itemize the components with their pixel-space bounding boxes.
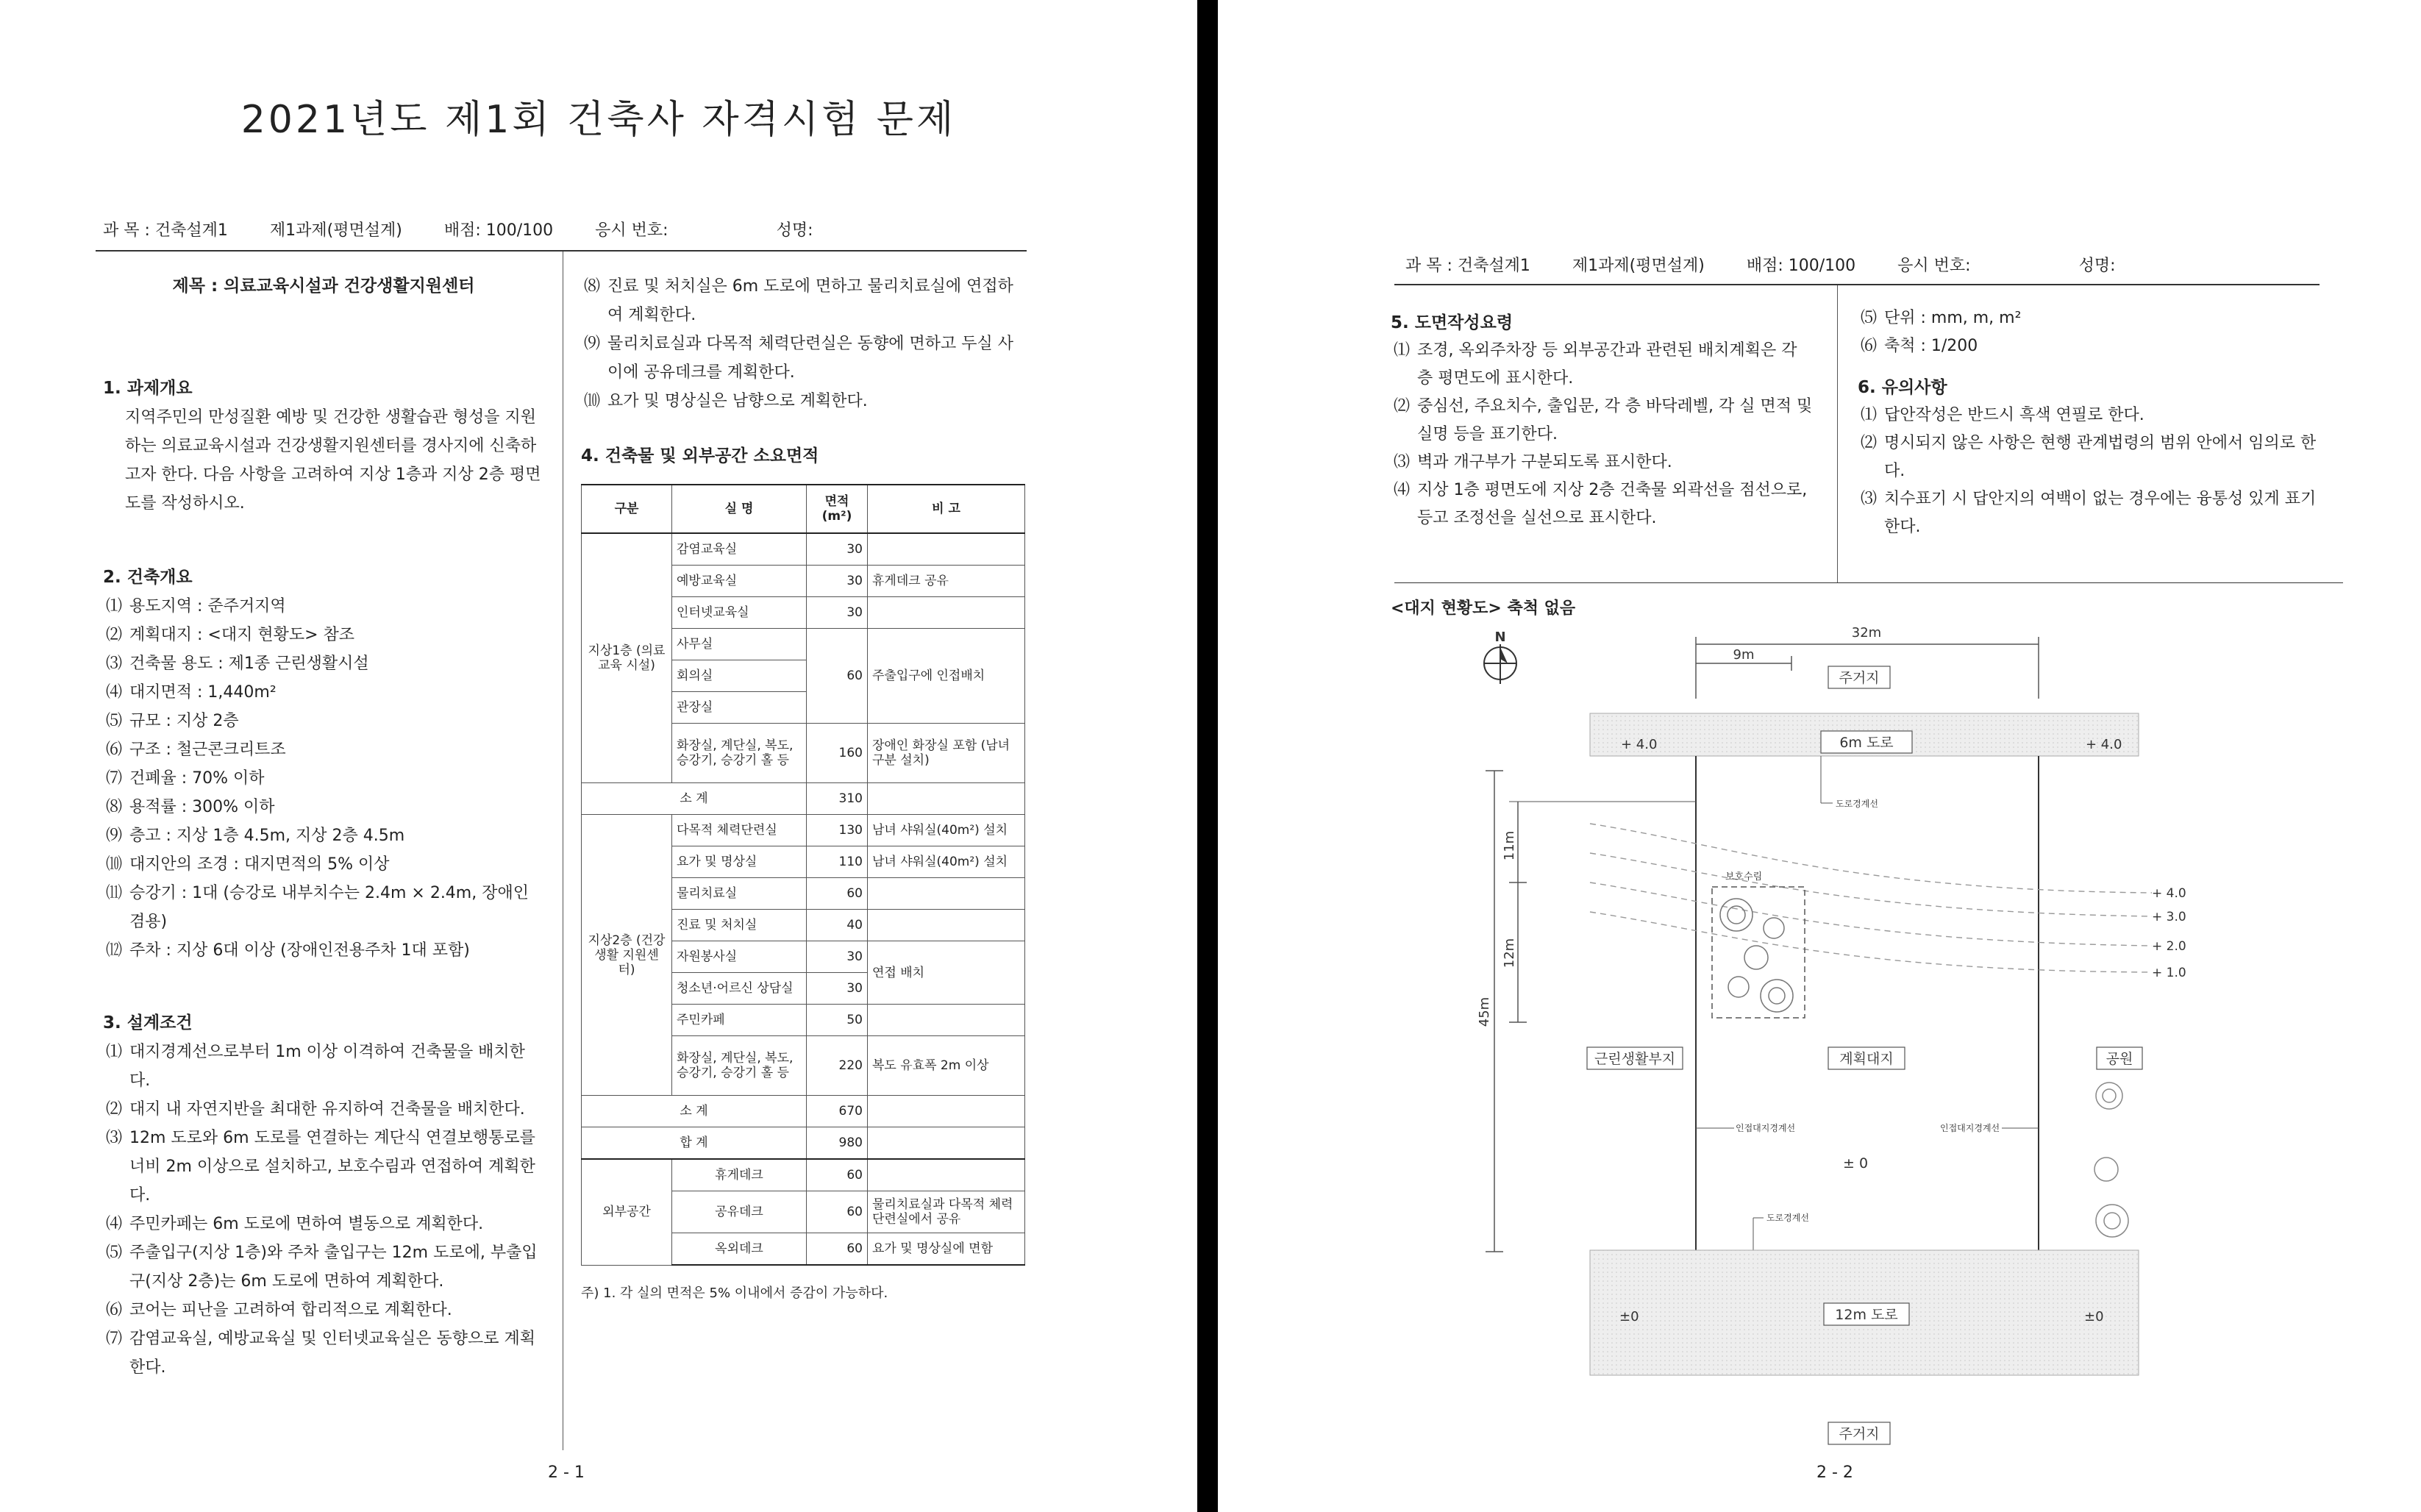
dim-32m-label: 32m (1851, 625, 1882, 641)
table-cell: 남녀 샤워실(40m²) 설치 (868, 815, 1025, 846)
table-cell: 소 계 (582, 1096, 807, 1127)
section-3-list (103, 1038, 544, 1382)
table-cell: 110 (807, 846, 868, 878)
table-header: 면적 (m²) (807, 485, 868, 533)
tree-icon (2094, 1083, 2128, 1237)
section-1-text: 지역주민의 만성질환 예방 및 건강한 생활습관 형성을 지원하는 의료교육시설과 건강생활지원센터를 경사지에 신축하고자 한다. 다음 사항을 고려하여 지상 1층과 지상 2층 평면도를 작성하시오. (125, 408, 541, 513)
table-row (582, 815, 1025, 846)
table-cell (868, 1159, 1025, 1191)
section-2-title: 2. 건축개요 (103, 568, 193, 587)
table-cell (868, 1127, 1025, 1160)
page1-right-column (581, 272, 1027, 1308)
contour-lines (1590, 824, 2152, 972)
subject-title: 제목 : 의료교육시설과 건강생활지원센터 (172, 277, 475, 296)
table-cell: 복도 유효폭 2m 이상 (868, 1036, 1025, 1096)
table-group-label: 지상2층 (건강생활 지원센터) (582, 815, 672, 1096)
section-6-title: 6. 유의사항 (1858, 378, 1947, 397)
table-cell: 물리치료실 (672, 878, 807, 910)
table-cell: 60 (807, 1191, 868, 1233)
list-item: ⑸ 주출입구(지상 1층)와 주차 출입구는 12m 도로에, 부출입구(지상 2층)는 6m 도로에 면하여 계획한다. (106, 1244, 538, 1291)
table-cell: 220 (807, 1036, 868, 1096)
exam-page-1 (0, 0, 1197, 1512)
table-cell: 요가 및 명상실 (672, 846, 807, 878)
list-item: ⑹ 코어는 피난을 고려하여 합리적으로 계획한다. (106, 1301, 452, 1319)
table-cell: 남녀 샤워실(40m²) 설치 (868, 846, 1025, 878)
table-cell: 휴게데크 공유 (868, 566, 1025, 597)
list-item: ⑷ 지상 1층 평면도에 지상 2층 건축물 외곽선을 점선으로, 등고 조정선을 실선으로 표시한다. (1394, 481, 1808, 527)
list-item: ⑻ 용적률 : 300% 이하 (106, 798, 275, 816)
site-label: 계획대지 (1839, 1051, 1894, 1067)
table-cell: 예방교육실 (672, 566, 807, 597)
tree-icon (1720, 899, 1793, 1012)
contour-4-label: + 4.0 (2152, 886, 2186, 901)
table-cell (868, 1005, 1025, 1036)
section-3-title: 3. 설계조건 (103, 1013, 193, 1033)
table-cell: 인터넷교육실 (672, 597, 807, 629)
table-cell: 옥외데크 (672, 1233, 807, 1266)
table-cell: 60 (807, 1233, 868, 1266)
list-item: ⑸ 단위 : mm, m, m² (1861, 309, 2022, 327)
list-item: ⑽ 대지안의 조경 : 대지면적의 5% 이상 (106, 855, 390, 874)
table-row (582, 533, 1025, 566)
list-item: ⑼ 층고 : 지상 1층 4.5m, 지상 2층 4.5m (106, 827, 405, 845)
list-item: ⑶ 12m 도로와 6m 도로를 연결하는 계단식 연결보행통로를 너비 2m 이상으로 설치하고, 보호수림과 연접하여 계획한다. (106, 1129, 535, 1205)
table-cell: 물리치료실과 다목적 체력단련실에서 공유 (868, 1191, 1025, 1233)
list-item: ⑶ 벽과 개구부가 구분되도록 표시한다. (1394, 453, 1672, 471)
level-right-bottom: ±0 (2084, 1309, 2104, 1324)
header-rule (96, 250, 1027, 252)
table-cell: 130 (807, 815, 868, 846)
table-cell: 휴게데크 (672, 1159, 807, 1191)
header-task: 제1과제(평면설계) (269, 221, 402, 240)
road-6m-label: 6m 도로 (1839, 735, 1894, 751)
adjacent-boundary-left-label: 인접대지경계선 (1736, 1123, 1796, 1133)
table-row (582, 1096, 1025, 1127)
area-table (581, 484, 1025, 1266)
header-task: 제1과제(평면설계) (1572, 257, 1705, 275)
page-number: 2 - 1 (548, 1463, 585, 1482)
list-item: ⑵ 중심선, 주요치수, 출입문, 각 층 바닥레벨, 각 실 면적 및 실명 등을 표기한다. (1394, 397, 1813, 443)
header-score: 배점: 100/100 (443, 221, 554, 240)
table-cell: 60 (807, 1159, 868, 1191)
table-note: 주) 1. 각 실의 면적은 5% 이내에서 증감이 가능하다. (581, 1285, 888, 1301)
table-cell: 소 계 (582, 783, 807, 815)
table-header: 비 고 (868, 485, 1025, 533)
table-row (582, 1159, 1025, 1191)
table-cell: 관장실 (672, 692, 807, 724)
table-cell: 30 (807, 941, 868, 973)
table-cell: 합 계 (582, 1127, 807, 1160)
neighborhood-label: 근린생활부지 (1594, 1051, 1676, 1067)
list-item: ⑷ 주민카페는 6m 도로에 면하여 별동으로 계획한다. (106, 1215, 484, 1233)
table-group-label: 지상1층 (의료교육 시설) (582, 533, 672, 783)
table-cell: 청소년·어르신 상담실 (672, 973, 807, 1005)
road-boundary-bottom-label: 도로경계선 (1766, 1213, 1809, 1223)
table-cell: 요가 및 명상실에 면함 (868, 1233, 1025, 1266)
list-item: ⑶ 치수표기 시 답안지의 여백이 없는 경우에는 융통성 있게 표기한다. (1861, 490, 2317, 536)
page-number: 2 - 2 (1816, 1463, 1853, 1482)
table-cell: 30 (807, 533, 868, 566)
road-12m-label: 12m 도로 (1835, 1307, 1898, 1323)
header-exam-no: 응시 번호: (595, 221, 668, 240)
dim-11m-label: 11m (1502, 830, 1517, 861)
table-cell: 감염교육실 (672, 533, 807, 566)
dim-9m-label: 9m (1733, 647, 1755, 663)
north-label: N (1494, 630, 1506, 645)
list-item: ⑶ 건축물 용도 : 제1종 근린생활시설 (106, 655, 369, 673)
header-subject: 과 목 : 건축설계1 (103, 221, 228, 240)
table-cell: 60 (807, 878, 868, 910)
road-boundary-label: 도로경계선 (1836, 799, 1878, 809)
list-item: ⑹ 구조 : 철근콘크리트조 (106, 741, 286, 759)
table-cell: 160 (807, 724, 868, 783)
contour-2-label: + 2.0 (2152, 939, 2186, 954)
section-2-list (103, 592, 544, 965)
header-name: 성명: (2078, 257, 2116, 275)
level-left-bottom: ±0 (1619, 1309, 1639, 1324)
table-row (582, 1127, 1025, 1160)
header-score: 배점: 100/100 (1746, 257, 1856, 275)
site-plan-map (1218, 0, 2421, 1512)
table-cell (868, 533, 1025, 566)
residential-top-label: 주거지 (1839, 670, 1880, 686)
table-header-row (582, 485, 1025, 533)
list-item: ⑿ 주차 : 지상 6대 이상 (장애인전용주차 1대 포함) (106, 941, 470, 960)
map-title: <대지 현황도> 축척 없음 (1391, 599, 1576, 618)
table-cell: 장애인 화장실 포함 (남녀 구분 설치) (868, 724, 1025, 783)
table-cell (868, 878, 1025, 910)
list-item: ⑺ 건폐율 : 70% 이하 (106, 769, 265, 788)
table-group-label: 외부공간 (582, 1159, 672, 1265)
dim-45m-label: 45m (1477, 996, 1492, 1027)
table-cell: 자원봉사실 (672, 941, 807, 973)
page-divider (1197, 0, 1218, 1512)
list-item: ⑴ 용도지역 : 준주거지역 (106, 597, 286, 616)
table-header: 구분 (582, 485, 672, 533)
section-5-title: 5. 도면작성요령 (1391, 313, 1513, 332)
north-arrow-icon (1484, 644, 1516, 684)
list-item: ⑻ 진료 및 처치실은 6m 도로에 면하고 물리치료실에 연접하여 계획한다. (584, 277, 1013, 324)
table-row (582, 783, 1025, 815)
level-left-top: + 4.0 (1621, 737, 1658, 752)
list-item: ⑴ 대지경계선으로부터 1m 이상 이격하여 건축물을 배치한다. (106, 1043, 525, 1090)
list-item: ⑴ 조경, 옥외주차장 등 외부공간과 관련된 배치계획은 각 층 평면도에 표시한다. (1394, 341, 1797, 388)
table-cell: 30 (807, 973, 868, 1005)
list-item: ⑴ 답안작성은 반드시 흑색 연필로 한다. (1861, 406, 2144, 424)
table-cell: 다목적 체력단련실 (672, 815, 807, 846)
list-item: ⑼ 물리치료실과 다목적 체력단련실은 동향에 면하고 두실 사이에 공유데크를 계획한다. (584, 335, 1014, 382)
list-item: ⑸ 규모 : 지상 2층 (106, 712, 239, 730)
contour-3-label: + 3.0 (2152, 910, 2186, 924)
table-cell: 주민카페 (672, 1005, 807, 1036)
list-item: ⑾ 승강기 : 1대 (승강로 내부치수는 2.4m × 2.4m, 장애인 겸용) (106, 884, 529, 931)
section-3-list-cont (581, 272, 1027, 416)
section-4-title: 4. 건축물 및 외부공간 소요면적 (581, 446, 819, 466)
list-item: ⑵ 계획대지 : <대지 현황도> 참조 (106, 626, 355, 644)
table-cell: 310 (807, 783, 868, 815)
list-item: ⑷ 대지면적 : 1,440m² (106, 683, 277, 702)
header-subject: 과 목 : 건축설계1 (1405, 257, 1530, 275)
page1-left-column (103, 272, 544, 1382)
dim-12m-label: 12m (1502, 938, 1517, 969)
residential-bottom-label: 주거지 (1839, 1426, 1880, 1442)
table-cell (868, 1096, 1025, 1127)
table-cell: 회의실 (672, 660, 807, 692)
table-cell: 60 (807, 629, 868, 724)
page1-header (103, 218, 850, 240)
list-item: ⑽ 요가 및 명상실은 남향으로 계획한다. (584, 392, 868, 410)
exam-page-2 (1218, 0, 2421, 1512)
header-exam-no: 응시 번호: (1897, 257, 1971, 275)
table-cell: 연접 배치 (868, 941, 1025, 1005)
header-name: 성명: (776, 221, 813, 240)
list-item: ⑺ 감염교육실, 예방교육실 및 인터넷교육실은 동향으로 계획한다. (106, 1330, 536, 1377)
table-cell (868, 783, 1025, 815)
table-cell: 진료 및 처치실 (672, 910, 807, 941)
list-item: ⑵ 명시되지 않은 사항은 현행 관계법령의 범위 안에서 임의로 한다. (1861, 434, 2317, 480)
table-cell (868, 597, 1025, 629)
exam-title: 2021년도 제1회 건축사 자격시험 문제 (240, 98, 957, 142)
table-cell: 사무실 (672, 629, 807, 660)
section-1-title: 1. 과제개요 (103, 379, 193, 398)
table-cell (868, 910, 1025, 941)
table-cell: 30 (807, 566, 868, 597)
table-cell: 화장실, 계단실, 복도, 승강기, 승강기 홀 등 (672, 1036, 807, 1096)
protected-forest-label: 보호수림 (1725, 871, 1763, 882)
site-level-label: ± 0 (1843, 1155, 1869, 1172)
level-right-top: + 4.0 (2086, 737, 2122, 752)
table-cell: 30 (807, 597, 868, 629)
table-cell: 40 (807, 910, 868, 941)
park-label: 공원 (2106, 1051, 2133, 1067)
table-cell: 주출입구에 인접배치 (868, 629, 1025, 724)
table-cell: 50 (807, 1005, 868, 1036)
list-item: ⑵ 대지 내 자연지반을 최대한 유지하여 건축물을 배치한다. (106, 1100, 525, 1119)
contour-1-label: + 1.0 (2152, 966, 2186, 980)
list-item: ⑹ 축척 : 1/200 (1861, 337, 1978, 355)
adjacent-boundary-right-label: 인접대지경계선 (1940, 1123, 2000, 1133)
table-header: 실 명 (672, 485, 807, 533)
table-cell: 980 (807, 1127, 868, 1160)
table-cell: 화장실, 계단실, 복도, 승강기, 승강기 홀 등 (672, 724, 807, 783)
table-cell: 670 (807, 1096, 868, 1127)
table-cell: 공유데크 (672, 1191, 807, 1233)
